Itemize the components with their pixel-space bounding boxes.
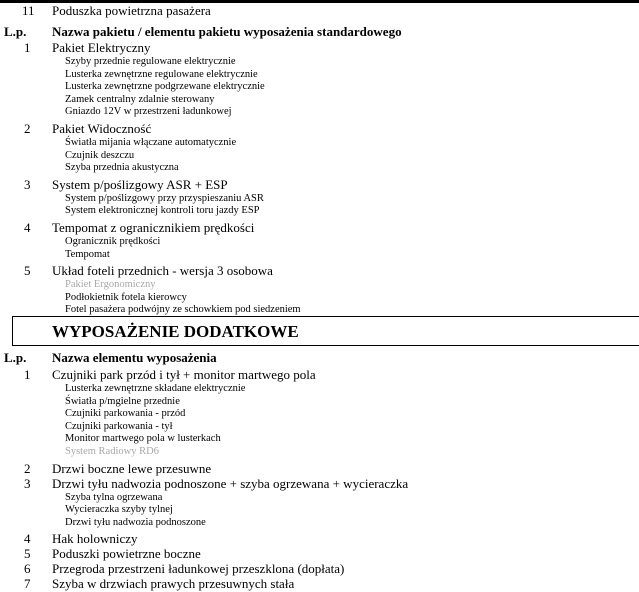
item-label: Hak holowniczy [52, 531, 138, 547]
item-label: Poduszka powietrzna pasażera [52, 3, 211, 18]
sub-item-label: Wycieraczka szyby tylnej [65, 504, 173, 516]
sub-item-label: Zamek centralny zdalnie sterowany [65, 93, 215, 105]
item-number: 3 [24, 176, 31, 192]
section-title: WYPOSAŻENIE DODATKOWE [52, 322, 299, 341]
sub-item-label: Szyba tylna ogrzewana [65, 491, 163, 503]
sub-item-label: System Radiowy RD6 [65, 446, 159, 457]
item-label: Pakiet Elektryczny [52, 40, 151, 55]
sub-item-label: Fotel pasażera podwójny ze schowkiem pod siedzeniem [65, 304, 301, 316]
section-title-box [12, 316, 639, 346]
item-number: 3 [24, 475, 31, 491]
item-number: 1 [24, 40, 31, 55]
item-label: Drzwi tyłu nadwozia podnoszone + szyba ogrzewana + wycieraczka [52, 475, 409, 491]
sub-item-label: Podłokietnik fotela kierowcy [65, 291, 187, 303]
sub-item-label: Czujniki parkowania - przód [65, 408, 186, 420]
sub-item-label: Szyby przednie regulowane elektrycznie [65, 56, 236, 67]
sub-item-label: Szyba przednia akustyczna [65, 162, 179, 174]
header-lp: L.p. [4, 350, 27, 365]
sub-item-label: Gniazdo 12V w przestrzeni ładunkowej [65, 106, 232, 118]
item-number: 11 [22, 3, 35, 18]
item-number: 5 [24, 263, 31, 279]
item-label: Drzwi boczne lewe przesuwne [52, 460, 212, 476]
sub-item-label: Tempomat [65, 248, 110, 260]
sub-item-label: Lusterka zewnętrzne składane elektrycznie [65, 383, 246, 394]
item-number: 2 [24, 460, 31, 476]
item-label: Poduszki powietrzne boczne [52, 546, 201, 562]
sub-item-label: Lusterka zewnętrzne podgrzewane elektrycznie [65, 81, 265, 93]
item-label: System p/poślizgowy ASR + ESP [52, 176, 228, 192]
item-number: 6 [24, 561, 31, 577]
sub-item-label: Światła mijania włączane automatycznie [65, 137, 237, 148]
header-name: Nazwa pakietu / elementu pakietu wyposażenia standardowego [52, 24, 402, 39]
sub-item-label: System p/poślizgowy przy przyspieszaniu ASR [65, 192, 264, 204]
item-label: Przegroda przestrzeni ładunkowej przeszklona (dopłata) [52, 561, 345, 577]
sub-item-label: Lusterka zewnętrzne regulowane elektrycznie [65, 68, 258, 80]
sub-item-label: System elektronicznej kontroli toru jazdy ESP [65, 205, 260, 217]
item-number: 4 [24, 531, 31, 547]
item-number: 1 [24, 367, 31, 382]
item-number: 2 [24, 121, 31, 136]
sub-item-label: Czujnik deszczu [65, 149, 135, 161]
header-name: Nazwa elementu wyposażenia [52, 350, 217, 365]
item-label: Tempomat z ogranicznikiem prędkości [52, 220, 255, 235]
item-number: 4 [24, 220, 31, 235]
sub-item-label: Pakiet Ergonomiczny [65, 279, 156, 291]
item-label: Układ foteli przednich - wersja 3 osobowa [52, 263, 273, 279]
sub-item-label: Czujniki parkowania - tył [65, 420, 173, 432]
sub-item-label: Ogranicznik prędkości [65, 236, 161, 247]
item-number: 5 [24, 546, 31, 562]
header-lp: L.p. [4, 24, 27, 39]
item-label: Czujniki park przód i tył + monitor martwego pola [52, 367, 316, 382]
sub-item-label: Drzwi tyłu nadwozia podnoszone [65, 516, 206, 528]
item-label: Pakiet Widoczność [52, 121, 152, 136]
item-number: 7 [24, 576, 31, 592]
item-label: Szyba w drzwiach prawych przesuwnych stała [52, 576, 295, 592]
sub-item-label: Monitor martwego pola w lusterkach [65, 433, 221, 445]
sub-item-label: Światła p/mgielne przednie [65, 395, 180, 407]
